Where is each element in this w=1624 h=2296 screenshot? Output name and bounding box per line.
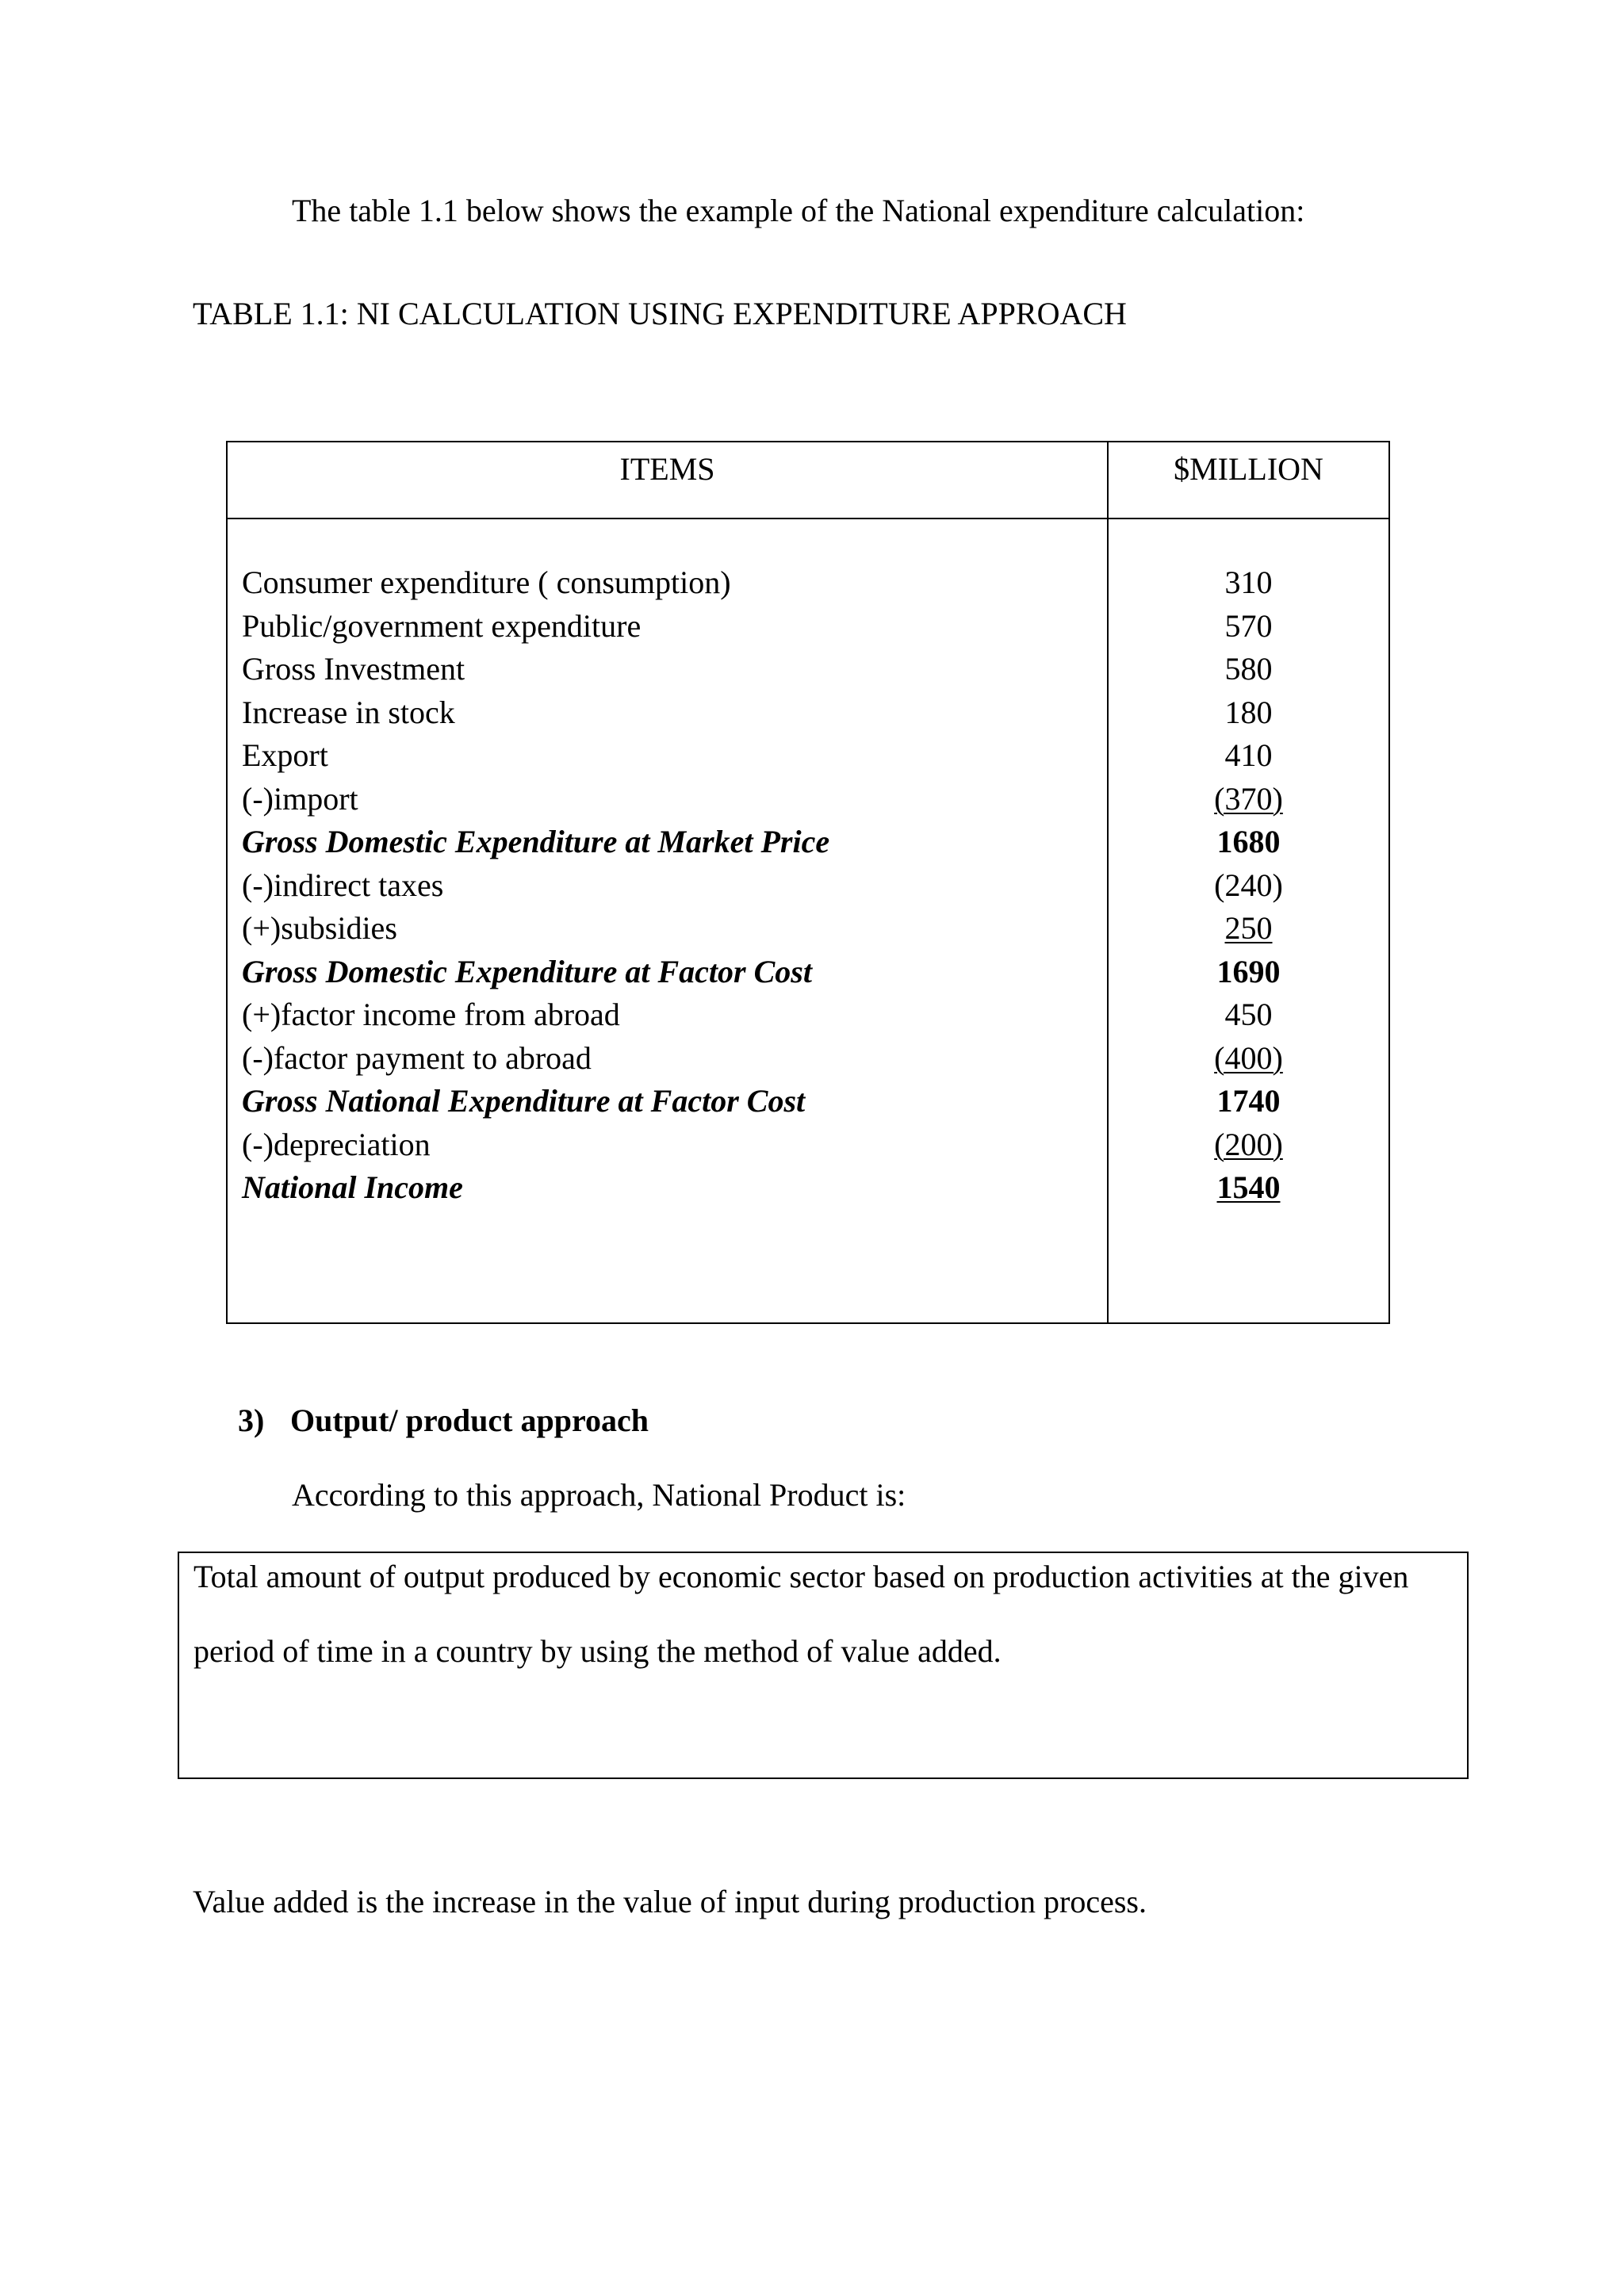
row-label: Gross National Expenditure at Factor Cost (242, 1083, 806, 1119)
row-label: National Income (242, 1169, 463, 1205)
row-label: Consumer expenditure ( consumption) (242, 564, 731, 600)
row-value: 1540 (1216, 1169, 1281, 1205)
table-caption: TABLE 1.1: NI CALCULATION USING EXPENDITURE APPROACH (193, 296, 1127, 331)
row-value: 1740 (1216, 1083, 1281, 1119)
row-label: Export (242, 737, 328, 773)
row-value: 180 (1224, 694, 1273, 730)
row-label: (-)depreciation (242, 1126, 431, 1162)
table-row (228, 648, 1388, 691)
row-label: (+)subsidies (242, 910, 397, 946)
row-value: (400) (1214, 1039, 1283, 1076)
subtotal-row (228, 951, 1388, 994)
section-intro: According to this approach, National Product is: (292, 1477, 906, 1513)
row-value: 250 (1224, 910, 1273, 946)
section-number: 3) (238, 1402, 265, 1438)
closing-paragraph: Value added is the increase in the value of input during production process. (193, 1884, 1147, 1919)
table-row (228, 864, 1388, 908)
table-body (228, 561, 1388, 1210)
ni-calculation-table (226, 441, 1390, 1324)
row-value: 1690 (1216, 953, 1281, 989)
row-label: Public/government expenditure (242, 607, 642, 644)
subtotal-row (228, 821, 1388, 864)
row-label: Gross Domestic Expenditure at Factor Cost (242, 953, 812, 989)
row-label: (-)factor payment to abroad (242, 1039, 592, 1076)
row-label: (+)factor income from abroad (242, 997, 620, 1032)
row-value: 570 (1224, 607, 1273, 644)
row-value: (240) (1214, 867, 1283, 903)
table-row (228, 907, 1388, 951)
row-label: Gross Investment (242, 651, 465, 687)
header-value: $MILLION (1174, 451, 1323, 487)
row-value: 410 (1224, 737, 1273, 773)
table-row (228, 691, 1388, 735)
row-label: (-)import (242, 780, 358, 817)
table-row (228, 1123, 1388, 1167)
row-value: 310 (1224, 564, 1273, 600)
intro-paragraph: The table 1.1 below shows the example of the National expenditure calculation: (292, 193, 1305, 228)
row-label: Gross Domestic Expenditure at Market Price (242, 824, 830, 859)
table-row (228, 1037, 1388, 1081)
row-label: Increase in stock (242, 694, 455, 730)
definition-box (178, 1552, 1469, 1779)
row-value: (200) (1214, 1126, 1283, 1162)
table-row (228, 561, 1388, 605)
row-value: 580 (1224, 651, 1273, 687)
table-row (228, 778, 1388, 821)
row-value: 450 (1224, 997, 1273, 1032)
row-value: 1680 (1216, 824, 1281, 859)
row-value: (370) (1214, 780, 1283, 817)
table-row (228, 993, 1388, 1037)
row-label: (-)indirect taxes (242, 867, 444, 903)
header-divider (228, 518, 1388, 519)
section-title: Output/ product approach (290, 1402, 649, 1438)
definition-line: Total amount of output produced by economic sector based on production activities at the given (193, 1559, 1409, 1594)
table-row (228, 605, 1388, 649)
subtotal-row (228, 1080, 1388, 1123)
header-items: ITEMS (619, 451, 715, 487)
total-row (228, 1166, 1388, 1210)
definition-line: period of time in a country by using the method of value added. (193, 1633, 1002, 1669)
section-heading (238, 1402, 649, 1440)
table-row (228, 734, 1388, 778)
